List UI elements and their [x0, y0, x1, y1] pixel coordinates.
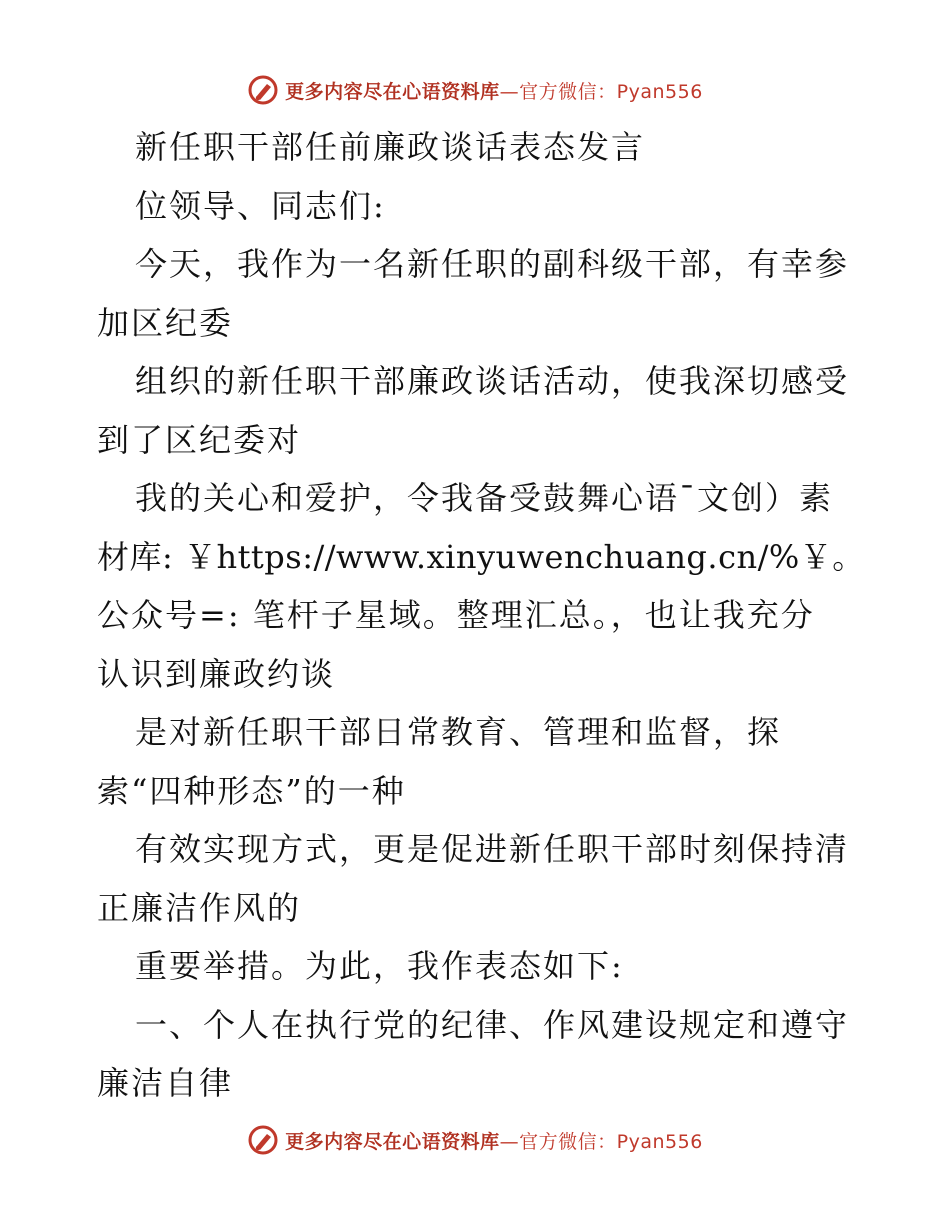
document-body: [97, 118, 887, 1113]
paragraph-line: 认识到廉政约谈: [97, 654, 336, 693]
paragraph-line: 组织的新任职干部廉政谈话活动，使我深切感受: [135, 362, 850, 400]
paragraph-line: 一、个人在执行党的纪律、作风建设规定和遵守: [135, 1005, 850, 1044]
paragraph-line: 是对新任职干部日常教育、管理和监督，探: [135, 713, 782, 751]
salutation: 位领导、同志们:: [135, 186, 386, 225]
footer-banner: [0, 1120, 950, 1160]
footer-separator: —: [499, 1130, 520, 1153]
header-site-text: 更多内容尽在心语资料库: [285, 80, 500, 103]
header-banner: [0, 70, 950, 110]
document-title: 新任职干部任前廉政谈话表态发言: [135, 128, 646, 166]
paragraph-line: 索“四种形态”的一种: [97, 771, 406, 810]
paragraph-line: 廉洁自律: [97, 1064, 234, 1102]
pen-nib-logo-icon: [247, 1124, 279, 1156]
paragraph-line-url: 材库: ￥https://www.xinyuwenchuang.cn/%￥。: [97, 537, 865, 576]
paragraph-line: 重要举措。为此，我作表态如下:: [135, 947, 624, 985]
header-separator: —: [499, 80, 520, 103]
paragraph-line: 公众号=: 笔杆子星域。整理汇总。，也让我充分: [97, 596, 815, 634]
paragraph-line: 到了区纪委对: [97, 420, 302, 459]
paragraph-line: 正廉洁作风的: [97, 888, 302, 927]
paragraph-line: 今天，我作为一名新任职的副科级干部，有幸参: [135, 245, 850, 283]
paragraph-line: 有效实现方式，更是促进新任职干部时刻保持清: [135, 830, 850, 868]
footer-wechat-text: 官方微信：Pyan556: [519, 1130, 703, 1153]
header-wechat-text: 官方微信：Pyan556: [519, 80, 703, 103]
footer-banner-text: [285, 1127, 703, 1154]
pen-nib-logo-icon: [247, 74, 279, 106]
paragraph-line: 加区纪委: [97, 303, 234, 342]
footer-site-text: 更多内容尽在心语资料库: [285, 1130, 500, 1153]
paragraph-line: 我的关心和爱护，令我备受鼓舞心语¯文创）素: [135, 479, 834, 517]
header-banner-text: [285, 77, 703, 104]
